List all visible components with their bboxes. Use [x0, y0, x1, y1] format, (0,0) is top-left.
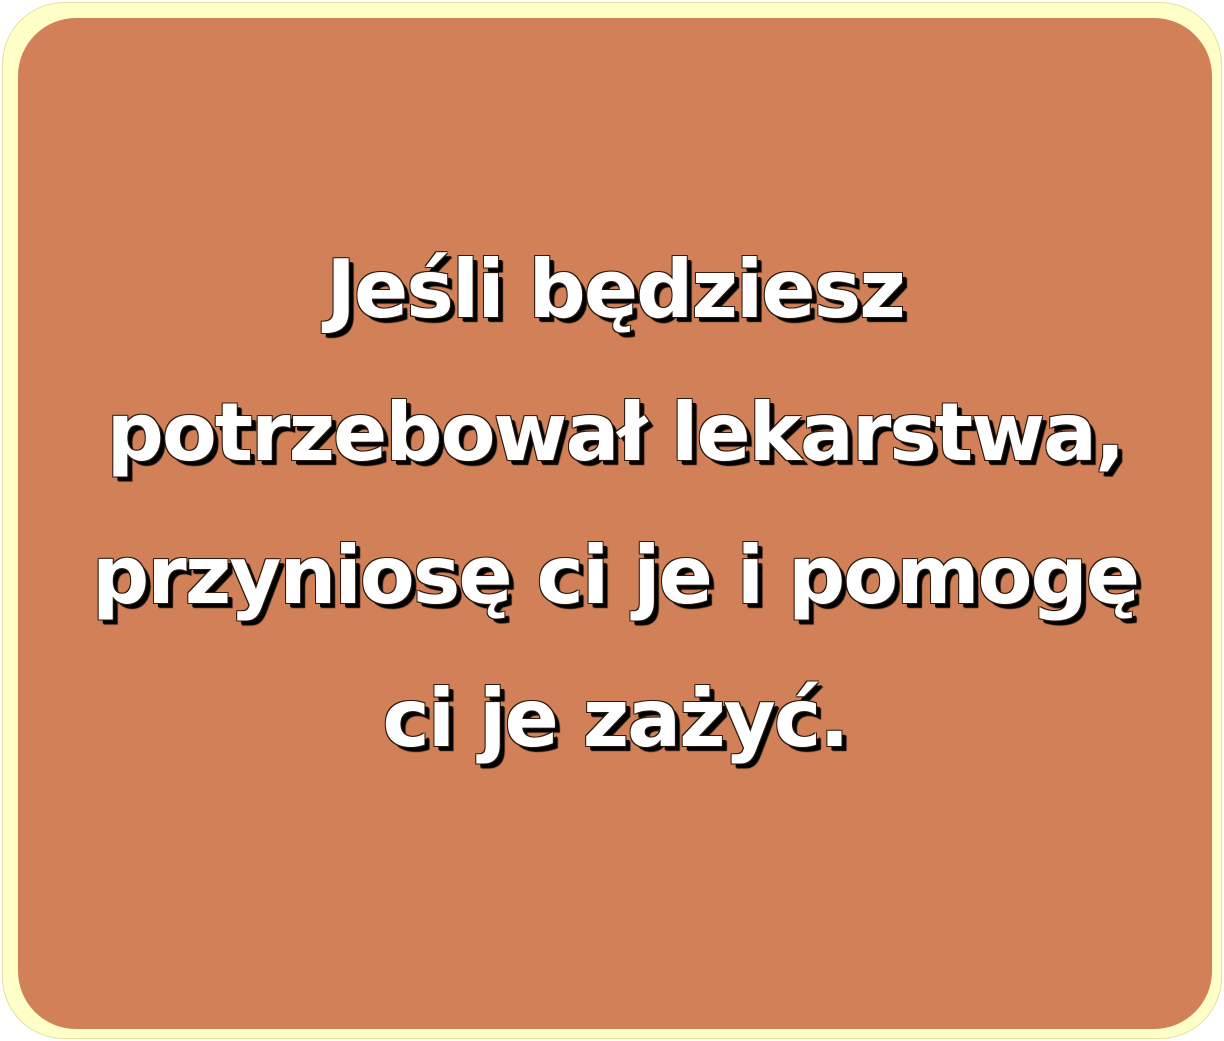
message-line-3: przyniosę ci je i pomogę — [91, 528, 1139, 622]
message-text — [35, 218, 1195, 790]
message-line-4: ci je zażyć. — [382, 671, 848, 765]
message-line-2: potrzebował lekarstwa, — [106, 385, 1124, 479]
card-frame — [2, 2, 1222, 1039]
message-line-1: Jeśli będziesz — [326, 242, 904, 336]
message-card — [18, 18, 1212, 1029]
